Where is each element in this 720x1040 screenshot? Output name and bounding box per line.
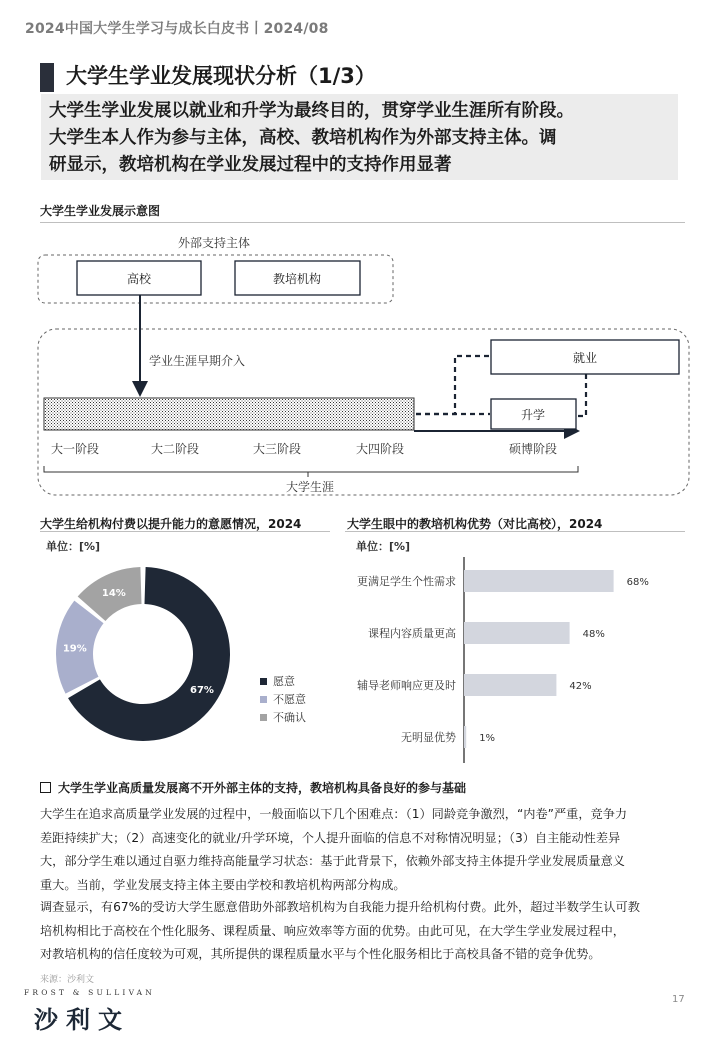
bar <box>464 622 570 644</box>
right-chart-unit: 单位：[%] <box>356 540 411 553</box>
study-to-employment-path <box>577 374 586 416</box>
left-chart-rule <box>40 531 330 532</box>
report-header: 2024中国大学生学习与成长白皮书丨2024/08 <box>25 21 329 37</box>
stage-label: 大二阶段 <box>150 442 200 456</box>
bar-value-label: 42% <box>569 681 592 692</box>
bar-value-label: 68% <box>626 577 649 588</box>
bar <box>464 570 614 592</box>
paragraph-survey <box>40 896 690 967</box>
stage-label: 硕博阶段 <box>508 442 558 456</box>
legend-label: 愿意 <box>273 675 295 688</box>
donut-legend <box>260 672 306 726</box>
key-finding-text: 大学生学业高质量发展离不开外部主体的支持，教培机构具备良好的参与基础 <box>58 781 467 795</box>
bar <box>464 674 556 696</box>
legend-label: 不愿意 <box>273 693 306 706</box>
legend-item-uncertain <box>260 708 306 726</box>
paragraph-line: 大学生在追求高质量学业发展的过程中，一般面临以下几个困难点：（1）同龄竞争激烈，“内卷”严重，竞争力 <box>40 807 628 821</box>
summary-line-1: 大学生学业发展以就业和升学为最终目的，贯穿学业生涯所有阶段。 <box>49 101 574 121</box>
intervention-label: 学业生涯早期介入 <box>149 354 246 368</box>
legend-item-unwilling <box>260 690 306 708</box>
legend-swatch <box>260 714 267 721</box>
left-chart-title: 大学生给机构付费以提升能力的意愿情况，2024 <box>40 517 302 531</box>
stage-progress-band <box>44 398 414 430</box>
paragraph-difficulties <box>40 803 690 897</box>
key-finding <box>40 779 466 796</box>
logo-frost-sullivan: FROST & SULLIVAN <box>24 988 156 997</box>
external-support-label: 外部支持主体 <box>177 236 251 250</box>
employment-path <box>416 356 490 414</box>
paragraph-line: 对教培机构的信任度较为可观，其所提供的课程质量水平与个性化服务相比于高校具备不错的竞争优势。 <box>40 947 601 961</box>
further-study-label: 升学 <box>520 408 546 422</box>
checkbox-icon <box>40 782 51 793</box>
page-title: 大学生学业发展现状分析（1/3） <box>66 64 376 88</box>
legend-item-willing <box>260 672 306 690</box>
diagram-title-rule <box>40 222 685 223</box>
donut-slice-label: 67% <box>189 684 214 696</box>
stage-label: 大一阶段 <box>50 442 100 456</box>
right-chart-title: 大学生眼中的教培机构优势（对比高校），2024 <box>347 517 603 531</box>
donut-slice-label: 19% <box>62 643 87 655</box>
employment-label: 就业 <box>572 351 598 365</box>
bar-value-label: 48% <box>582 629 605 640</box>
summary-box <box>41 94 678 180</box>
bar <box>464 726 466 748</box>
bar-category-label: 更满足学生个性需求 <box>357 575 456 588</box>
donut-slice-label: 14% <box>101 588 126 600</box>
right-chart-rule <box>345 531 685 532</box>
career-label: 大学生涯 <box>285 480 335 494</box>
stage-label: 大三阶段 <box>252 442 302 456</box>
paragraph-line: 差距持续扩大；（2）高速变化的就业/升学环境，个人提升面临的信息不对称情况明显；（3）自主能动性差异 <box>40 830 621 845</box>
stage-label: 大四阶段 <box>355 442 405 456</box>
paragraph-line: 调查显示，有67%的受访大学生愿意借助外部教培机构为自我能力提升给机构付费。此外，超过半数学生认可教 <box>40 900 640 914</box>
page-number: 17 <box>672 994 685 1005</box>
bar-value-label: 1% <box>479 733 496 744</box>
legend-swatch <box>260 696 267 703</box>
summary-line-2: 大学生本人作为参与主体，高校、教培机构作为外部支持主体。调 <box>49 128 557 148</box>
paragraph-line: 培机构相比于高校在个性化服务、课程质量、响应效率等方面的优势。由此可见，在大学生学业发展过程中， <box>40 923 625 938</box>
legend-label: 不确认 <box>273 711 306 724</box>
paragraph-line: 大，部分学生难以通过自驱力维持高能量学习状态：基于此背景下，依赖外部支持主体提升学业发展质量意义 <box>40 854 625 868</box>
title-marker <box>40 63 54 92</box>
bar-category-label: 课程内容质量更高 <box>368 627 456 640</box>
bar-category-label: 辅导老师响应更及时 <box>357 679 456 692</box>
bar-category-label: 无明显优势 <box>401 731 456 744</box>
bar-chart <box>340 555 700 765</box>
logo-shaliwen: 沙利文 <box>34 1006 130 1034</box>
legend-swatch <box>260 678 267 685</box>
paragraph-line: 重大。当前，学业发展支持主体主要由学校和教培机构两部分构成。 <box>40 877 406 892</box>
left-chart-unit: 单位：[%] <box>46 540 101 553</box>
university-label: 高校 <box>126 272 152 286</box>
source-note: 来源：沙利文 <box>40 975 95 985</box>
development-diagram <box>0 225 720 503</box>
donut-chart <box>50 560 250 750</box>
career-bracket <box>44 466 578 477</box>
diagram-title: 大学生学业发展示意图 <box>40 204 161 218</box>
summary-line-3: 研显示，教培机构在学业发展过程中的支持作用显著 <box>49 155 452 175</box>
training-institution-label: 教培机构 <box>272 272 322 286</box>
